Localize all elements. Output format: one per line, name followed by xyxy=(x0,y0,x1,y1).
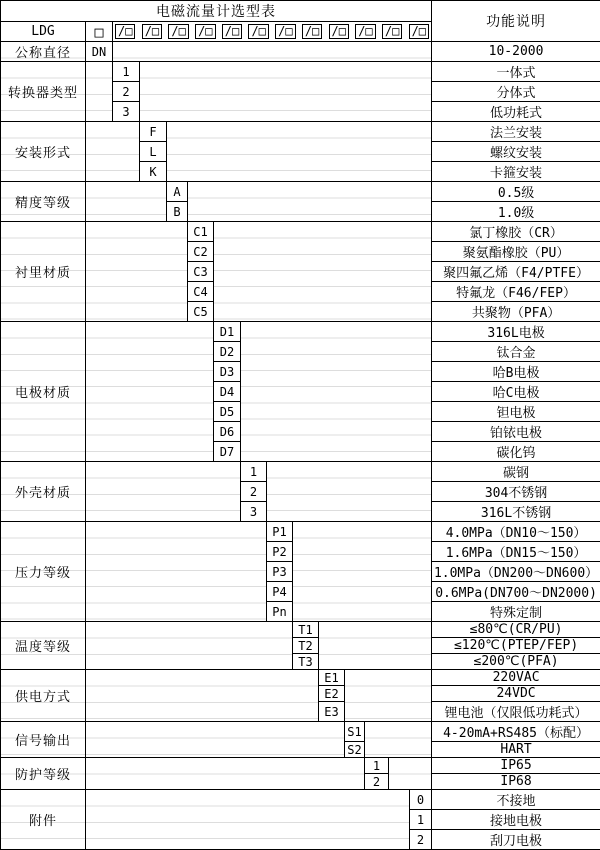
option-code: T3 xyxy=(293,654,319,670)
category-label: 温度等级 xyxy=(1,622,86,670)
model-slot: /□ xyxy=(195,24,215,39)
option-code: D3 xyxy=(214,362,241,382)
model-slot: /□ xyxy=(329,24,349,39)
gap-cell xyxy=(293,522,432,622)
gap-cell xyxy=(113,42,432,62)
model-slot: /□ xyxy=(115,24,135,39)
model-prefix: LDG xyxy=(1,22,86,42)
option-description: 刮刀电极 xyxy=(432,830,600,850)
option-code: Pn xyxy=(267,602,293,622)
category-label: 公称直径 xyxy=(1,42,86,62)
model-slot: /□ xyxy=(248,24,268,39)
option-description: ≤80℃(CR/PU) xyxy=(432,622,600,638)
category-label: 供电方式 xyxy=(1,670,86,722)
option-description: 螺纹安装 xyxy=(432,142,600,162)
gap-cell xyxy=(365,722,432,758)
gap-cell xyxy=(86,670,319,722)
option-code: 2 xyxy=(113,82,140,102)
option-description: ≤200℃(PFA) xyxy=(432,654,600,670)
gap-cell xyxy=(319,622,432,670)
option-code: 3 xyxy=(113,102,140,122)
model-slot: /□ xyxy=(222,24,242,39)
option-code: 1 xyxy=(410,810,432,830)
category-label: 衬里材质 xyxy=(1,222,86,322)
option-code: B xyxy=(167,202,188,222)
option-code: C5 xyxy=(188,302,214,322)
gap-cell xyxy=(167,122,432,182)
model-slot: /□ xyxy=(302,24,322,39)
option-description: 1.0MPa（DN200～DN600） xyxy=(432,562,600,582)
option-code: D4 xyxy=(214,382,241,402)
option-code: S2 xyxy=(345,742,365,758)
option-code: 3 xyxy=(241,502,267,522)
option-code: 2 xyxy=(365,774,389,790)
gap-cell xyxy=(241,322,432,462)
option-description: 碳化钨 xyxy=(432,442,600,462)
option-description: 共聚物（PFA） xyxy=(432,302,600,322)
option-code: 2 xyxy=(241,482,267,502)
gap-cell xyxy=(86,182,167,222)
option-code: C1 xyxy=(188,222,214,242)
option-description: 聚四氟乙烯（F4/PTFE） xyxy=(432,262,600,282)
option-description: ≤120℃(PTEP/FEP) xyxy=(432,638,600,654)
category-label: 防护等级 xyxy=(1,758,86,790)
option-description: 特殊定制 xyxy=(432,602,600,622)
gap-cell xyxy=(345,670,432,722)
gap-cell xyxy=(86,522,267,622)
option-code: P4 xyxy=(267,582,293,602)
category-label: 压力等级 xyxy=(1,522,86,622)
gap-cell xyxy=(389,758,432,790)
option-code: D6 xyxy=(214,422,241,442)
category-label: 安装形式 xyxy=(1,122,86,182)
option-description: 铂铱电极 xyxy=(432,422,600,442)
option-description: 316L电极 xyxy=(432,322,600,342)
gap-cell xyxy=(86,322,214,462)
option-code: L xyxy=(140,142,167,162)
option-description: 低功耗式 xyxy=(432,102,600,122)
gap-cell xyxy=(86,122,140,182)
model-slot: /□ xyxy=(168,24,188,39)
model-slot-row xyxy=(113,22,431,41)
option-code: K xyxy=(140,162,167,182)
option-code: P3 xyxy=(267,562,293,582)
option-code: C2 xyxy=(188,242,214,262)
gap-cell xyxy=(86,758,365,790)
table-title: 电磁流量计选型表 xyxy=(1,1,432,22)
option-description: 氯丁橡胶（CR） xyxy=(432,222,600,242)
option-code: D1 xyxy=(214,322,241,342)
option-description: 1.6MPa（DN15～150） xyxy=(432,542,600,562)
gap-cell xyxy=(86,222,188,322)
option-description: IP65 xyxy=(432,758,600,774)
option-description: 哈B电极 xyxy=(432,362,600,382)
gap-cell xyxy=(86,62,113,122)
option-description: 24VDC xyxy=(432,686,600,702)
option-code: C3 xyxy=(188,262,214,282)
category-label: 精度等级 xyxy=(1,182,86,222)
option-description: 法兰安装 xyxy=(432,122,600,142)
model-slot: /□ xyxy=(382,24,402,39)
category-label: 电极材质 xyxy=(1,322,86,462)
gap-cell xyxy=(86,622,293,670)
model-slot: /□ xyxy=(409,24,429,39)
model-slots xyxy=(113,22,432,42)
option-description: 钛合金 xyxy=(432,342,600,362)
option-description: 316L不锈钢 xyxy=(432,502,600,522)
option-code: C4 xyxy=(188,282,214,302)
option-description: 0.6MPa(DN700～DN2000) xyxy=(432,582,600,602)
option-description: 接地电极 xyxy=(432,810,600,830)
option-description: HART xyxy=(432,742,600,758)
option-code: E2 xyxy=(319,686,345,702)
category-label: 转换器类型 xyxy=(1,62,86,122)
option-code: 1 xyxy=(241,462,267,482)
option-description: 哈C电极 xyxy=(432,382,600,402)
option-code: P1 xyxy=(267,522,293,542)
checkbox-glyph: □ xyxy=(94,23,104,41)
model-box xyxy=(86,22,113,42)
option-description: 锂电池（仅限低功耗式） xyxy=(432,702,600,722)
option-description: 一体式 xyxy=(432,62,600,82)
option-code: E3 xyxy=(319,702,345,722)
option-description: 钽电极 xyxy=(432,402,600,422)
option-description: 1.0级 xyxy=(432,202,600,222)
option-description: 0.5级 xyxy=(432,182,600,202)
gap-cell xyxy=(86,722,345,758)
option-code: P2 xyxy=(267,542,293,562)
gap-cell xyxy=(214,222,432,322)
gap-cell xyxy=(86,462,241,522)
option-description: 304不锈钢 xyxy=(432,482,600,502)
option-code: T1 xyxy=(293,622,319,638)
option-description: 10-2000 xyxy=(432,42,600,62)
option-code: 1 xyxy=(113,62,140,82)
gap-cell xyxy=(188,182,432,222)
option-code: F xyxy=(140,122,167,142)
model-slot: /□ xyxy=(355,24,375,39)
option-code: 1 xyxy=(365,758,389,774)
option-code: T2 xyxy=(293,638,319,654)
option-code: 0 xyxy=(410,790,432,810)
function-column-header: 功能说明 xyxy=(432,1,600,42)
option-description: IP68 xyxy=(432,774,600,790)
option-description: 不接地 xyxy=(432,790,600,810)
option-code: DN xyxy=(86,42,113,62)
model-slot: /□ xyxy=(142,24,162,39)
option-description: 特氟龙（F46/FEP） xyxy=(432,282,600,302)
option-description: 聚氨酯橡胶（PU） xyxy=(432,242,600,262)
option-description: 卡箍安装 xyxy=(432,162,600,182)
option-description: 4-20mA+RS485（标配） xyxy=(432,722,600,742)
option-code: E1 xyxy=(319,670,345,686)
option-code: 2 xyxy=(410,830,432,850)
option-code: D5 xyxy=(214,402,241,422)
gap-cell xyxy=(267,462,432,522)
option-description: 4.0MPa（DN10～150） xyxy=(432,522,600,542)
category-label: 信号输出 xyxy=(1,722,86,758)
option-code: D7 xyxy=(214,442,241,462)
category-label: 外壳材质 xyxy=(1,462,86,522)
option-description: 220VAC xyxy=(432,670,600,686)
option-code: S1 xyxy=(345,722,365,742)
gap-cell xyxy=(140,62,432,122)
option-description: 碳钢 xyxy=(432,462,600,482)
option-code: A xyxy=(167,182,188,202)
option-code: D2 xyxy=(214,342,241,362)
category-label: 附件 xyxy=(1,790,86,850)
gap-cell xyxy=(86,790,410,850)
model-slot: /□ xyxy=(275,24,295,39)
option-description: 分体式 xyxy=(432,82,600,102)
